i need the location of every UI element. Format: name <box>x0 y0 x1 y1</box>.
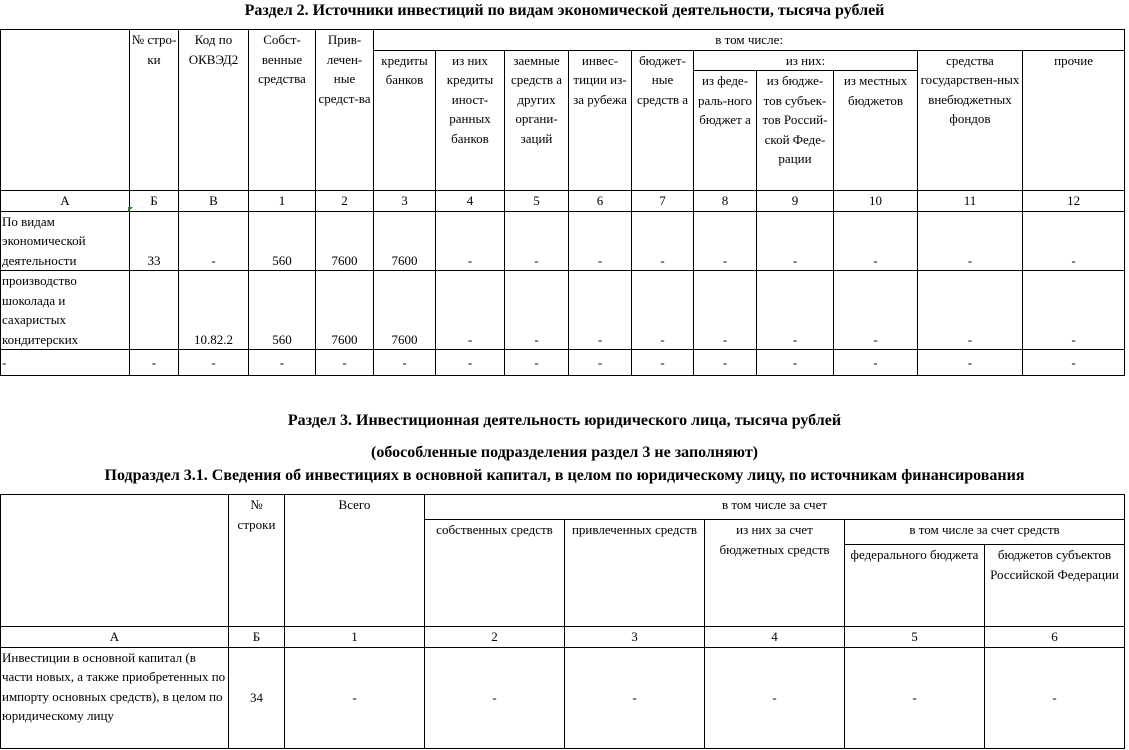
s2-table-row <box>1 211 1125 271</box>
s3-cell: - <box>425 647 565 748</box>
s2-header-own: Собст-венные средства <box>249 30 316 191</box>
s3-header-total: Всего <box>285 495 425 627</box>
s2-header-federal: из феде-раль-ного бюджет а <box>694 71 757 191</box>
section3-subtitle: Подраздел 3.1. Сведения об инвестициях в основной капитал, в целом по юридическому лицу, по источникам финансирования <box>104 467 1025 484</box>
s3-row-name: Инвестиции в основной капитал (в части новых, а также приобретенных по импорту основных средств), в целом по юридическому лицу <box>1 647 229 748</box>
s3-col-numbers-row <box>1 627 1125 648</box>
s2-cell: - <box>505 350 569 376</box>
s2-header-foreign-inv: инвес-тиции из-за рубежа <box>569 50 632 191</box>
s2-cell: - <box>505 271 569 350</box>
s2-colnum: 1 <box>249 191 316 212</box>
s2-cell: - <box>1023 271 1125 350</box>
s3-colnum: 2 <box>425 627 565 648</box>
s2-colnum: Б <box>130 191 179 212</box>
s2-header-foreign-bank-credits: из них кредиты иност-ранных банков <box>436 50 505 191</box>
s3-colnum: 6 <box>985 627 1125 648</box>
s2-header-budget: бюджет-ные средств а <box>632 50 694 191</box>
s2-header-regional: из бюдже-тов субъек-тов Россий-ской Феде-рации <box>757 71 834 191</box>
s2-row-name: По видам экономической деятельности <box>1 211 130 271</box>
s2-row-okved: - <box>179 350 249 376</box>
s2-header-row-no: № стро-ки <box>130 30 179 191</box>
s2-header-name <box>1 30 130 191</box>
s2-cell: 7600 <box>316 271 374 350</box>
s2-colnum: 6 <box>569 191 632 212</box>
s3-header-name <box>1 495 229 627</box>
s2-cell: - <box>632 350 694 376</box>
s3-colnum: Б <box>229 627 285 648</box>
s2-row-code: - <box>130 350 179 376</box>
s2-cell: - <box>374 350 436 376</box>
s3-header-row-no: № строки <box>229 495 285 627</box>
s2-header-borrowed: заемные средств а других органи-заций <box>505 50 569 191</box>
section3-table <box>0 494 1125 749</box>
s2-cell: - <box>757 271 834 350</box>
s2-colnum: 11 <box>918 191 1023 212</box>
s2-header-other: прочие <box>1023 50 1125 191</box>
s2-colnum: 4 <box>436 191 505 212</box>
section2-table <box>0 29 1125 376</box>
s2-header-of-them: из них: <box>694 50 918 71</box>
s2-row-code <box>130 271 179 350</box>
s3-colnum: А <box>1 627 229 648</box>
s3-cell: - <box>985 647 1125 748</box>
s2-row-okved: - <box>179 211 249 271</box>
s2-cell: 560 <box>249 211 316 271</box>
s2-col-numbers-row <box>1 191 1125 212</box>
s2-row-name: - <box>1 350 130 376</box>
s2-cell: - <box>1023 350 1125 376</box>
s3-cell: - <box>705 647 845 748</box>
s2-cell: 7600 <box>374 271 436 350</box>
s2-colnum: 12 <box>1023 191 1125 212</box>
s3-cell: - <box>565 647 705 748</box>
section3-title: Раздел 3. Инвестиционная деятельность юридического лица, тысяча рублей <box>287 412 842 429</box>
s2-cell: - <box>436 350 505 376</box>
s3-header-budget: из них за счет бюджетных средств <box>705 520 845 627</box>
s2-cell: - <box>834 271 918 350</box>
s2-cell: - <box>918 271 1023 350</box>
s2-cell: - <box>632 211 694 271</box>
s2-row-code: 33 <box>130 211 179 271</box>
s3-table-row <box>1 647 1125 748</box>
s2-cell: - <box>918 350 1023 376</box>
s3-header-federal: федерального бюджета <box>845 545 985 627</box>
s2-cell: - <box>436 211 505 271</box>
s3-colnum: 3 <box>565 627 705 648</box>
s2-header-extrabudget: средства государствен-ных внебюджетных фондов <box>918 50 1023 191</box>
s3-colnum: 1 <box>285 627 425 648</box>
s3-header-own: собственных средств <box>425 520 565 627</box>
s3-header-attracted: привлеченных средств <box>565 520 705 627</box>
s2-cell: - <box>316 350 374 376</box>
s2-cell: - <box>436 271 505 350</box>
section2-title: Раздел 2. Источники инвестиций по видам экономической деятельности, тысяча рублей <box>244 2 885 19</box>
s2-header-okved: Код по ОКВЭД2 <box>179 30 249 191</box>
s2-colnum: 3 <box>374 191 436 212</box>
s2-cell: - <box>1023 211 1125 271</box>
s2-header-bank-credits: кредиты банков <box>374 50 436 191</box>
s2-colnum: 8 <box>694 191 757 212</box>
s2-cell: - <box>918 211 1023 271</box>
s2-cell: - <box>757 350 834 376</box>
s2-header-attracted: Прив-лечен-ные средст-ва <box>316 30 374 191</box>
s3-colnum: 5 <box>845 627 985 648</box>
s2-cell: - <box>505 211 569 271</box>
s2-table-row <box>1 350 1125 376</box>
s3-header-including-funds: в том числе за счет средств <box>845 520 1125 545</box>
s2-row-name: производство шоколада и сахаристых кондитерских <box>1 271 130 350</box>
s2-header-including: в том числе: <box>374 30 1125 51</box>
cell-comment-marker <box>128 207 133 212</box>
s2-cell: - <box>694 211 757 271</box>
s2-cell: - <box>249 350 316 376</box>
s3-colnum: 4 <box>705 627 845 648</box>
s2-cell: - <box>569 211 632 271</box>
s2-cell: 7600 <box>316 211 374 271</box>
s2-colnum: 2 <box>316 191 374 212</box>
s3-row-code: 34 <box>229 647 285 748</box>
s3-header-regional: бюджетов субъектов Российской Федерации <box>985 545 1125 627</box>
s2-cell: 7600 <box>374 211 436 271</box>
s2-colnum: В <box>179 191 249 212</box>
s3-cell: - <box>285 647 425 748</box>
s2-cell: - <box>757 211 834 271</box>
s2-colnum: 10 <box>834 191 918 212</box>
s2-header-local: из местных бюджетов <box>834 71 918 191</box>
section3-note: (обособленные подразделения раздел 3 не заполняют) <box>371 444 758 461</box>
s2-colnum: 7 <box>632 191 694 212</box>
s2-cell: - <box>632 271 694 350</box>
s2-table-row <box>1 271 1125 350</box>
s2-cell: 560 <box>249 271 316 350</box>
s2-cell: - <box>834 211 918 271</box>
s2-cell: - <box>569 271 632 350</box>
s2-colnum: 9 <box>757 191 834 212</box>
s3-cell: - <box>845 647 985 748</box>
s2-cell: - <box>834 350 918 376</box>
s2-row-okved: 10.82.2 <box>179 271 249 350</box>
s3-header-including-account: в том числе за счет <box>425 495 1125 520</box>
s2-colnum: А <box>1 191 130 212</box>
s2-colnum: 5 <box>505 191 569 212</box>
s2-cell: - <box>694 271 757 350</box>
s2-cell: - <box>569 350 632 376</box>
s2-cell: - <box>694 350 757 376</box>
